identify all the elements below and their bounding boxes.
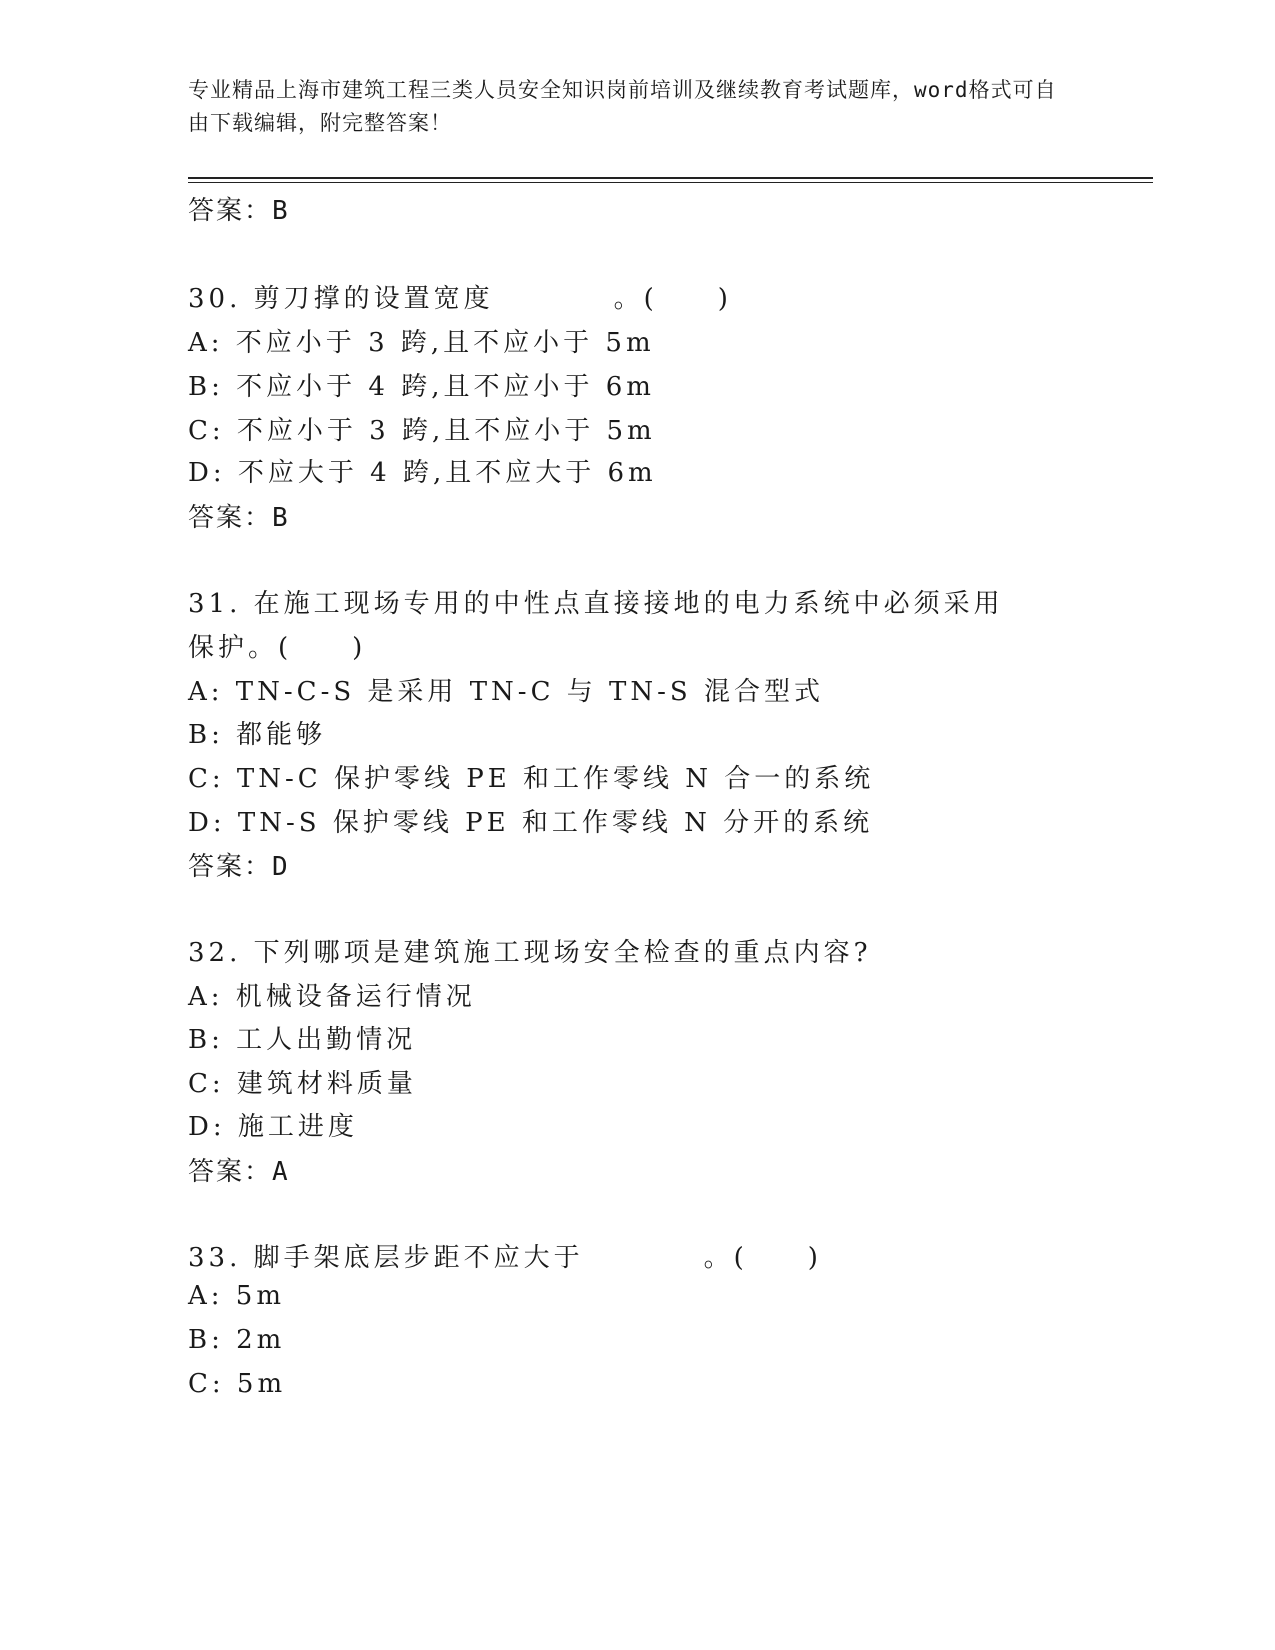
header-divider-thin [188,182,1153,183]
header-divider [188,177,1153,179]
option-b: B: 都能够 [188,720,327,750]
option-b: B: 工人出勤情况 [188,1025,417,1055]
option-a: A: 5m [188,1281,285,1311]
answer-text: 答案：B [188,503,290,533]
question-stem: 32. 下列哪项是建筑施工现场安全检查的重点内容? [188,938,872,968]
answer-text: 答案：B [188,196,290,226]
question-stem: 33. 脚手架底层步距不应大于 。( ) [188,1243,822,1273]
option-d: D: 不应大于 4 跨,且不应大于 6m [188,458,657,488]
option-d: D: 施工进度 [188,1112,358,1142]
question-stem: 31. 在施工现场专用的中性点直接接地的电力系统中必须采用 [188,589,1004,619]
document-header: 专业精品上海市建筑工程三类人员安全知识岗前培训及继续教育考试题库，word格式可自由下载编辑，附完整答案！ [188,78,1057,135]
option-c: C: 建筑材料质量 [188,1069,417,1099]
option-a: A: 不应小于 3 跨,且不应小于 5m [188,328,655,358]
option-a: A: TN-C-S 是采用 TN-C 与 TN-S 混合型式 [188,677,824,707]
answer-text: 答案：D [188,852,290,882]
option-c: C: 5m [188,1369,287,1399]
answer-text: 答案：A [188,1157,290,1187]
option-b: B: 2m [188,1325,286,1355]
option-a: A: 机械设备运行情况 [188,982,476,1012]
option-d: D: TN-S 保护零线 PE 和工作零线 N 分开的系统 [188,808,874,838]
option-c: C: TN-C 保护零线 PE 和工作零线 N 合一的系统 [188,764,875,794]
question-stem: 30. 剪刀撑的设置宽度 。( ) [188,284,732,314]
option-b: B: 不应小于 4 跨,且不应小于 6m [188,372,655,402]
option-c: C: 不应小于 3 跨,且不应小于 5m [188,416,656,446]
question-stem-continued: 保护。( ) [188,633,367,663]
